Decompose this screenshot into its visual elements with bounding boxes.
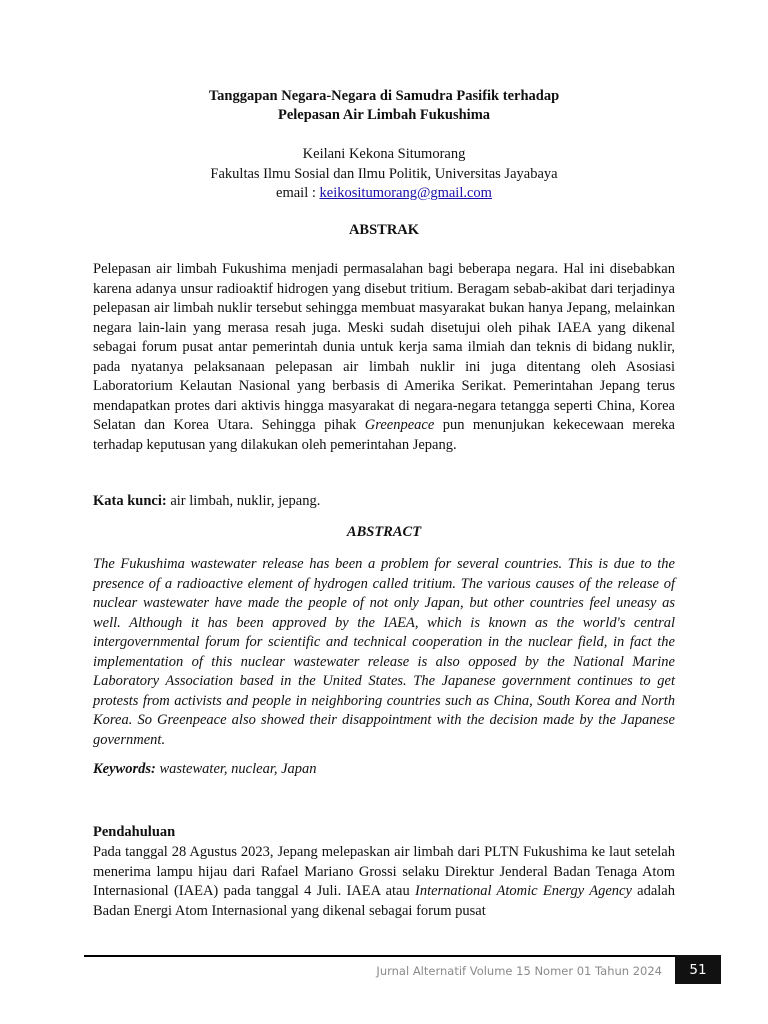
intro-text [93, 843, 675, 921]
page-number-text: 51 [689, 961, 707, 978]
keywords-values: wastewater, nuclear, Japan [155, 761, 317, 777]
abstrak-heading: ABSTRAK [348, 222, 420, 238]
paper-title [93, 87, 675, 125]
kata-kunci-values: air limbah, nuklir, jepang. [166, 493, 321, 509]
abstrak-text [93, 260, 675, 455]
abstrak-text-part1: Pelepasan air limbah Fukushima menjadi permasalahan bagi beberapa negara. Hal ini disebabkan karena adanya unsur radioaktif hidrogen yang disebut tritium. Beragam sebab-akibat dari terjadinya pelepasan air limbah nuklir tersebut sehingga membuat masyarakat bukan hanya Jepang, melainkan negara lain-lain yang merasa resah juga. Meski sudah disetujui oleh pihak IAEA yang dikenal sebagai forum pusat antar pemerintah dunia untuk kerja sama ilmiah dan teknis di bidang nuklir, pada nyatanya pelaksanaan pelepasan air limbah nuklir ini juga ditentang oleh Asosiasi Laboratorium Kelautan Nasional yang berbasis di Amerika Serikat. Pemerintahan Jepang terus mendapatkan protes dari aktivis hingga masyarakat di negara-negara tetangga seperti China, Korea Selatan dan Korea Utara. Sehingga pihak [93, 261, 675, 433]
keywords [93, 760, 675, 780]
abstrak-text-italic: Greenpeace [364, 417, 435, 433]
kata-kunci [93, 492, 675, 512]
title-line-2: Pelepasan Air Limbah Fukushima [277, 107, 491, 123]
page-number [675, 955, 721, 984]
author-affiliation: Fakultas Ilmu Sosial dan Ilmu Politik, Universitas Jayabaya [210, 165, 558, 182]
author-email-line [93, 184, 675, 204]
email-link[interactable]: keikositumorang@gmail.com [319, 185, 492, 201]
author-block [93, 145, 675, 204]
footer-rule [84, 955, 721, 957]
intro-text-part1: Pada tanggal 28 Agustus 2023, Jepang melepaskan air limbah dari PLTN Fukushima ke laut setelah menerima lampu hijau dari Rafael Mariano Grossi selaku Direktur Jenderal Badan Tenaga Atom Internasional (IAEA) pada tanggal 4 Juli. IAEA atau [93, 844, 675, 899]
kata-kunci-label: Kata kunci: [93, 493, 167, 509]
abstract-heading: ABSTRACT [346, 524, 422, 540]
author-name: Keilani Kekona Situmorang [302, 146, 466, 162]
email-label: email : [276, 185, 320, 201]
intro-text-part2: adalah Badan Energi Atom Internasional yang dikenal sebagai forum pusat [93, 883, 675, 919]
title-line-1: Tanggapan Negara-Negara di Samudra Pasifik terhadap [208, 88, 560, 104]
intro-heading: Pendahuluan [93, 824, 176, 840]
footer-journal: Jurnal Alternatif Volume 15 Nomer 01 Tahun 2024 [376, 964, 662, 978]
abstract-text: The Fukushima wastewater release has been a problem for several countries. This is due to the presence of a radioactive element of hydrogen called tritium. The various causes of the release of nuclear wastewater have made the people of not only Japan, but other countries feel uneasy as well. Although it has been approved by the IAEA, which is known as the world's central intergovernmental forum for scientific and technical cooperation in the nuclear field, in fact the implementation of this nuclear wastewater release is also opposed by the National Marine Laboratory Association based in the United States. The Japanese government continues to get protests from activists and people in neighboring countries such as China, South Korea and North Korea. So Greenpeace also showed their disappointment with the decision made by the Japanese government. [93, 556, 675, 748]
keywords-label: Keywords: [93, 761, 156, 777]
intro-text-italic: International Atomic Energy Agency [415, 883, 632, 899]
abstrak-text-part2: pun menunjukan kekecewaan mereka terhadap keputusan yang dilakukan oleh pemerintahan Jepang. [93, 417, 675, 453]
